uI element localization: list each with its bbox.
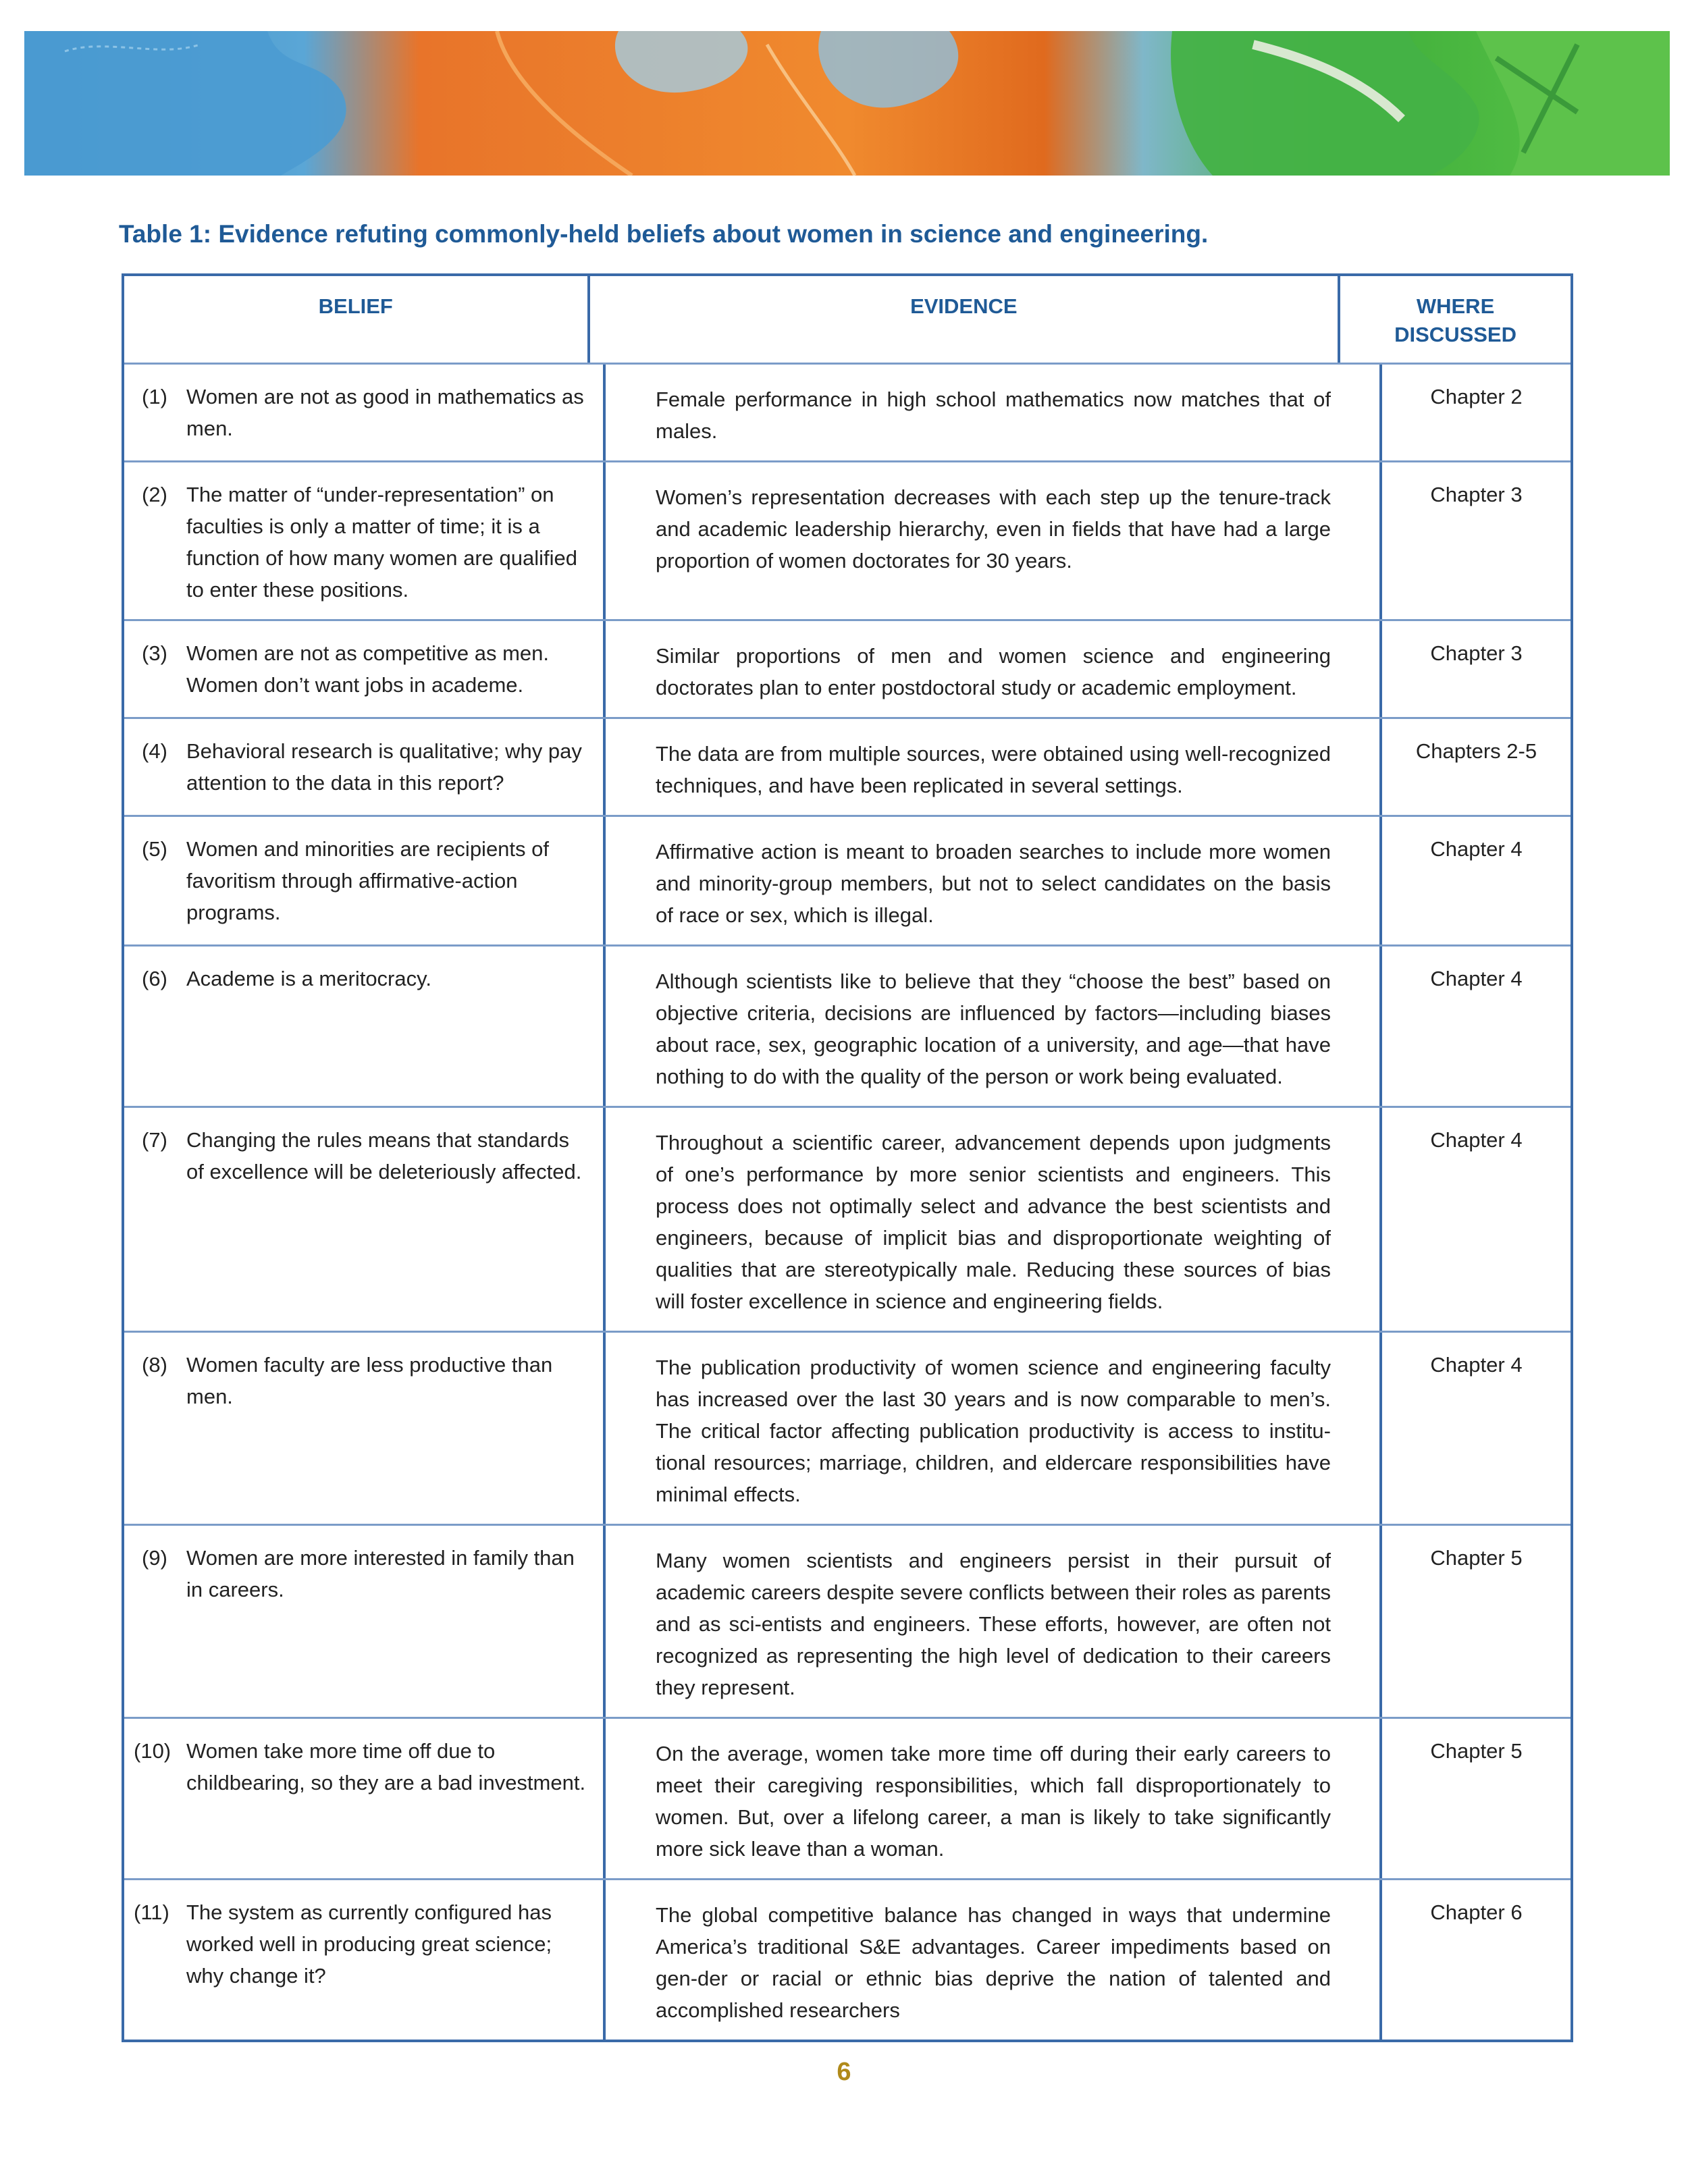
- row-number: (5): [142, 837, 167, 861]
- table-row: [124, 363, 1571, 460]
- table-row: [124, 1331, 1571, 1524]
- evidence-cell: On the average, women take more time off during their early careers to meet their caregiving responsibilities, which fall disproportionately to women. But, over a lifelong career, a man is likely to take significantly more sick leave than a woman.: [606, 1719, 1382, 1878]
- where-discussed-cell: Chapter 2: [1430, 385, 1523, 408]
- row-number: (3): [142, 641, 167, 665]
- belief-cell: [124, 1333, 606, 1524]
- belief-text: The matter of “under-representation” on faculties is only a matter of time; it is a function of how many women are qualified to enter these positions.: [186, 483, 577, 602]
- evidence-cell: Although scientists like to believe that they “choose the best” based on objective criteria, decisions are influenced by factors—including biases about race, sex, geographic location of a university, and age—that have nothing to do with the quality of the person or work being evaluated.: [606, 947, 1382, 1106]
- row-number: (6): [142, 967, 167, 990]
- header-belief: BELIEF: [124, 276, 590, 363]
- belief-text: Women take more time off due to childbearing, so they are a bad investment.: [186, 1739, 586, 1794]
- row-number: (7): [142, 1128, 167, 1152]
- evidence-cell: Many women scientists and engineers persist in their pursuit of academic careers despite severe conflicts between their roles as parents and as sci-entists and engineers. These efforts, however, are often not recognized as representing the high level of dedication to their careers they represent.: [606, 1526, 1382, 1717]
- belief-cell: [124, 817, 606, 944]
- where-discussed-cell: Chapter 4: [1430, 1128, 1523, 1152]
- belief-cell: [124, 365, 606, 460]
- evidence-cell: Female performance in high school mathematics now matches that of males.: [606, 365, 1382, 460]
- belief-cell: [124, 621, 606, 717]
- header-evidence: EVIDENCE: [590, 276, 1341, 363]
- table-row: [124, 460, 1571, 619]
- belief-cell: [124, 1526, 606, 1717]
- evidence-cell: The publication productivity of women science and engineering faculty has increased over the last 30 years and is now comparable to men’s. The critical factor affecting publication productivity is access to institu-tional resources; marriage, children, and eldercare responsibilities have minimal effects.: [606, 1333, 1382, 1524]
- belief-text: Women are not as good in mathematics as men.: [186, 385, 584, 440]
- row-number: (9): [142, 1546, 167, 1570]
- header-where-discussed: WHERE DISCUSSED: [1394, 294, 1516, 346]
- belief-cell: [124, 1108, 606, 1331]
- belief-text: Women faculty are less productive than men.: [186, 1353, 553, 1408]
- table-title: Table 1: Evidence refuting commonly-held beliefs about women in science and engineering.: [119, 220, 1209, 248]
- row-number: (8): [142, 1353, 167, 1377]
- where-discussed-cell: Chapter 5: [1430, 1546, 1523, 1570]
- table-row: [124, 1106, 1571, 1331]
- page-number: 6: [837, 2058, 851, 2086]
- row-number: (10): [134, 1739, 172, 1763]
- belief-cell: [124, 947, 606, 1106]
- table-row: [124, 815, 1571, 944]
- table-row: [124, 944, 1571, 1106]
- belief-text: Women and minorities are recipients of favoritism through affirmative-action programs.: [186, 837, 550, 924]
- evidence-cell: The global competitive balance has changed in ways that undermine America’s traditional S&E advantages. Career impediments based on gen-der or racial or ethnic bias deprive the nation of talented and accomplished researchers: [606, 1880, 1382, 2040]
- row-number: (2): [142, 483, 167, 506]
- belief-text: Behavioral research is qualitative; why pay attention to the data in this report?: [186, 739, 582, 795]
- where-discussed-cell: Chapter 5: [1430, 1739, 1523, 1763]
- where-discussed-cell: Chapters 2-5: [1415, 739, 1537, 763]
- belief-text: Academe is a meritocracy.: [186, 967, 431, 990]
- table-row: [124, 1524, 1571, 1717]
- row-number: (11): [134, 1900, 169, 1924]
- evidence-cell: Throughout a scientific career, advancement depends upon judgments of one’s performance by more senior scientists and engineers. This process does not optimally select and advance the best scientists and engineers, because of implicit bias and disproportionate weighting of qualities that are stereotypically male. Reducing these sources of bias will foster excellence in science and engineering fields.: [606, 1108, 1382, 1331]
- evidence-cell: Women’s representation decreases with each step up the tenure-track and academic leadership hierarchy, even in fields that have had a large proportion of women doctorates for 30 years.: [606, 462, 1382, 619]
- table-row: [124, 1878, 1571, 2040]
- belief-text: Women are more interested in family than in careers.: [186, 1546, 575, 1601]
- belief-cell: [124, 462, 606, 619]
- where-discussed-cell: Chapter 3: [1430, 483, 1523, 506]
- where-discussed-cell: Chapter 4: [1430, 837, 1523, 861]
- evidence-cell: Similar proportions of men and women science and engineering doctorates plan to enter postdoctoral study or academic employment.: [606, 621, 1382, 717]
- belief-cell: [124, 1880, 606, 2040]
- table-row: [124, 717, 1571, 815]
- where-discussed-cell: Chapter 4: [1430, 967, 1523, 990]
- row-number: (4): [142, 739, 167, 763]
- table-header-row: [124, 276, 1571, 363]
- belief-cell: [124, 719, 606, 815]
- row-number: (1): [142, 385, 167, 408]
- belief-text: Changing the rules means that standards of excellence will be deleteriously affected.: [186, 1128, 582, 1183]
- table-row: [124, 1717, 1571, 1878]
- belief-cell: [124, 1719, 606, 1878]
- table-row: [124, 619, 1571, 717]
- where-discussed-cell: Chapter 6: [1430, 1900, 1523, 1924]
- belief-text: Women are not as competitive as men. Women don’t want jobs in academe.: [186, 641, 550, 697]
- puzzle-pieces-graphic: [24, 31, 1670, 176]
- where-discussed-cell: Chapter 3: [1430, 641, 1523, 665]
- belief-text: The system as currently configured has worked well in producing great science; why change it?: [186, 1900, 552, 1988]
- header-banner-image: [24, 31, 1670, 176]
- evidence-cell: The data are from multiple sources, were obtained using well-recognized techniques, and have been replicated in several settings.: [606, 719, 1382, 815]
- evidence-cell: Affirmative action is meant to broaden searches to include more women and minority-group members, but not to select candidates on the basis of race or sex, which is illegal.: [606, 817, 1382, 944]
- where-discussed-cell: Chapter 4: [1430, 1353, 1523, 1377]
- beliefs-evidence-table: [122, 273, 1573, 2042]
